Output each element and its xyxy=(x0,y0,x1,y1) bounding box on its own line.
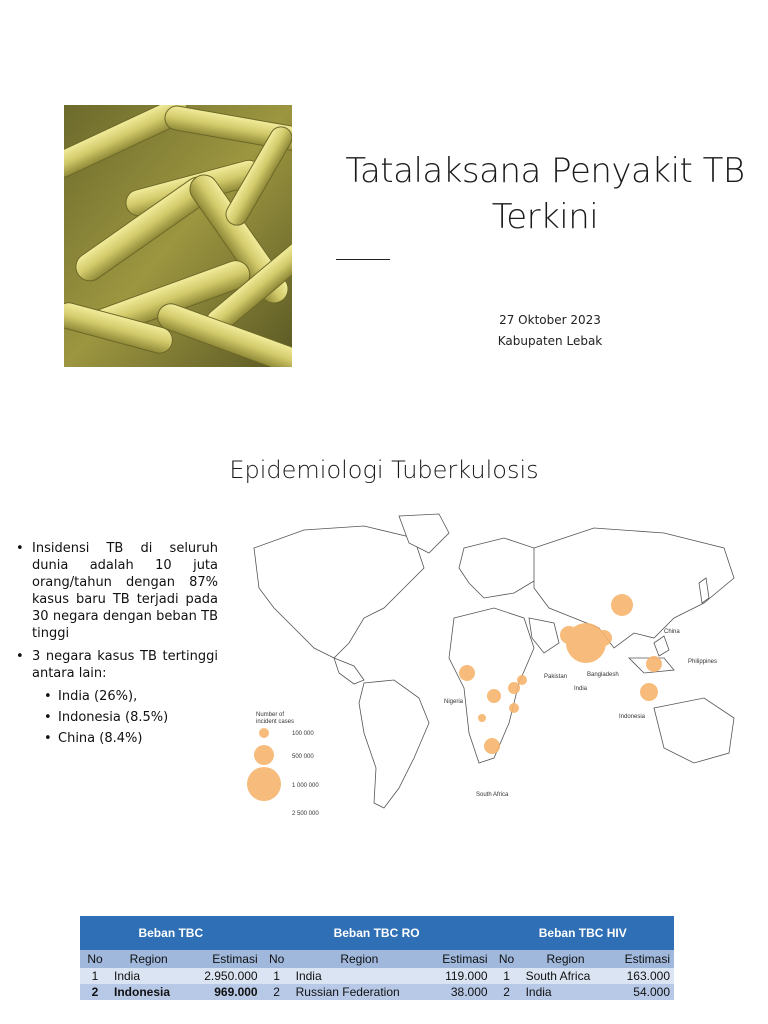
table-row: 2 Indonesia 969.000 2 Russian Federation 38.000 2 India 54.000 xyxy=(80,984,674,1000)
subtitle-block xyxy=(460,310,640,352)
group-header: Beban TBC HIV xyxy=(492,916,674,950)
map-label: Pakistan xyxy=(544,674,568,680)
map-label: Nigeria xyxy=(444,699,464,705)
sub-bullet-item: • China (8.4%) xyxy=(44,731,143,746)
column-header: Region xyxy=(292,950,427,968)
column-header: Estimasi xyxy=(427,950,491,968)
map-label: India xyxy=(574,686,588,692)
column-header: No xyxy=(80,950,110,968)
presentation-title: Tatalaksana Penyakit TB Terkini xyxy=(345,151,745,237)
legend-label: 2 500 000 xyxy=(292,811,319,817)
bullet-list xyxy=(12,540,218,751)
sub-bullet-item: • India (26%), xyxy=(44,689,138,704)
tb-bacteria-image xyxy=(64,105,292,367)
map-label: China xyxy=(664,629,680,635)
column-header: No xyxy=(492,950,522,968)
column-header: Estimasi xyxy=(609,950,674,968)
legend-label: 1 000 000 xyxy=(292,783,319,789)
title-divider xyxy=(336,259,390,260)
tb-burden-table xyxy=(80,916,674,1000)
column-header: Region xyxy=(522,950,610,968)
map-label: Philippines xyxy=(688,659,718,665)
legend-label: 500 000 xyxy=(292,754,314,760)
presentation-location: Kabupaten Lebak xyxy=(497,334,603,348)
map-label: Indonesia xyxy=(619,714,646,720)
map-label: South Africa xyxy=(476,792,509,798)
slide-heading: Epidemiologi Tuberkulosis xyxy=(229,456,539,484)
column-header-row xyxy=(80,950,674,968)
legend-label: 100 000 xyxy=(292,731,314,737)
presentation-date: 27 Oktober 2023 xyxy=(499,313,601,327)
sub-bullet-item: • Indonesia (8.5%) xyxy=(44,710,169,725)
world-tb-map xyxy=(214,508,754,828)
svg-text:incident cases: incident cases xyxy=(256,719,295,725)
group-header: Beban TBC RO xyxy=(262,916,492,950)
column-header: Estimasi xyxy=(187,950,261,968)
group-header: Beban TBC xyxy=(80,916,262,950)
tb-burden-slide xyxy=(0,880,768,1024)
map-label: Bangladesh xyxy=(587,672,619,678)
column-header: Region xyxy=(110,950,187,968)
bullet-item: • 3 negara kasus TB tertinggi antara lain: xyxy=(16,649,218,681)
epidemiology-slide xyxy=(0,420,768,880)
bullet-item: • Insidensi TB di seluruh dunia adalah 10 juta orang/tahun dengan 87% kasus baru TB terjadi pada 30 negara dengan beban TB tinggi xyxy=(16,541,218,641)
column-header: No xyxy=(262,950,292,968)
title-slide xyxy=(0,0,768,420)
legend-title: Number of xyxy=(256,712,285,718)
table-row: 1 India 2.950.000 1 India 119.000 1 South Africa 163.000 xyxy=(80,968,674,984)
